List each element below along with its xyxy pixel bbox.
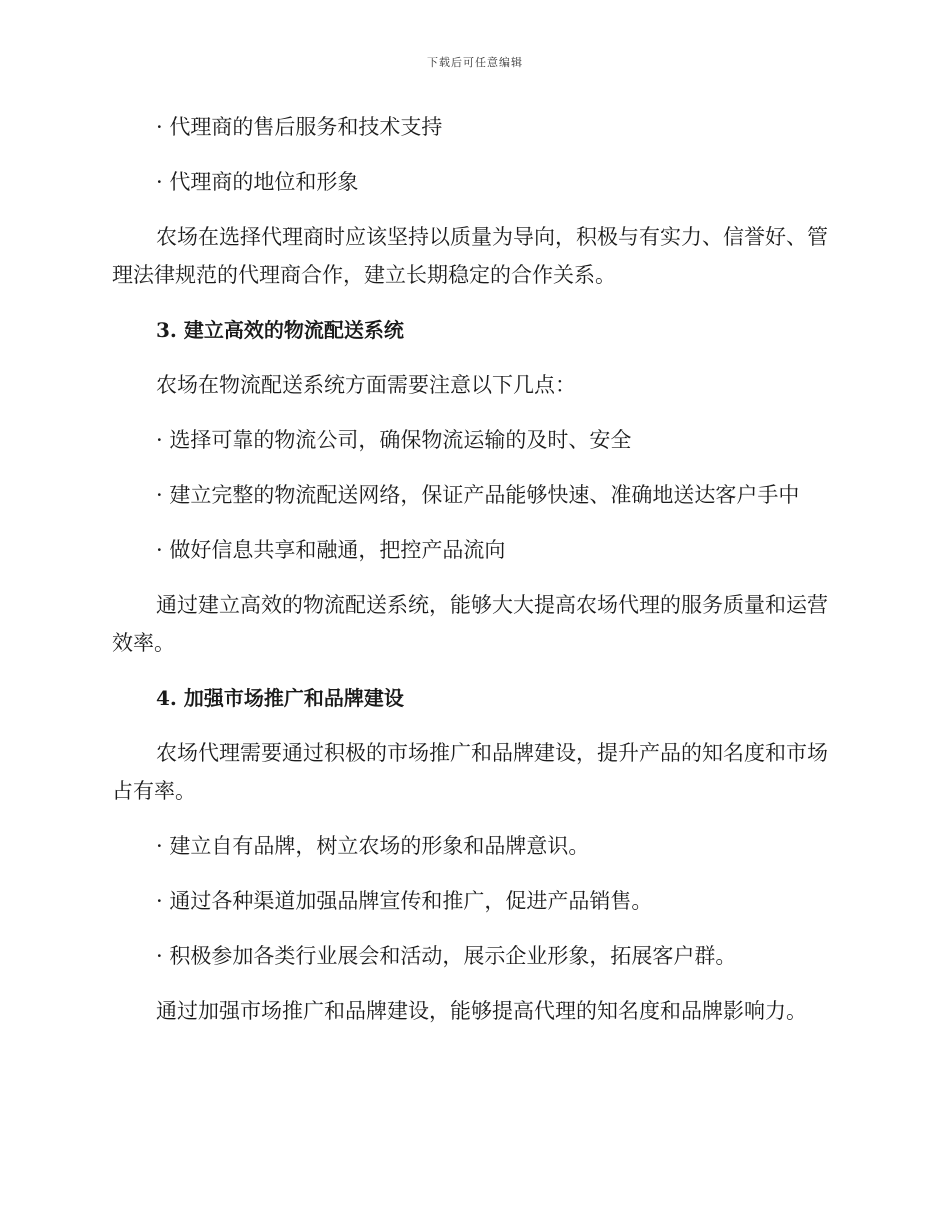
document-body [112, 108, 828, 1047]
bullet-item: · 做好信息共享和融通，把控产品流向 [156, 538, 506, 562]
bullet-item: · 选择可靠的物流公司，确保物流运输的及时、安全 [156, 428, 632, 452]
bullet-item: · 建立自有品牌，树立农场的形象和品牌意识。 [156, 834, 590, 858]
bullet-item: · 通过各种渠道加强品牌宣传和推广，促进产品销售。 [156, 889, 653, 913]
bullet-item: · 积极参加各类行业展会和活动，展示企业形象，拓展客户群。 [156, 944, 737, 968]
paragraph: 通过建立高效的物流配送系统，能够大大提高农场代理的服务质量和运营效率。 [112, 593, 828, 655]
paragraph: 农场在选择代理商时应该坚持以质量为导向，积极与有实力、信誉好、管理法律规范的代理商合作，建立长期稳定的合作关系。 [112, 225, 828, 287]
paragraph: 通过加强市场推广和品牌建设，能够提高代理的知名度和品牌影响力。 [156, 999, 807, 1023]
bullet-item: · 建立完整的物流配送网络，保证产品能够快速、准确地送达客户手中 [156, 483, 800, 507]
bullet-item: · 代理商的售后服务和技术支持 [156, 115, 443, 139]
section-heading: 4. 加强市场推广和品牌建设 [156, 686, 404, 710]
bullet-item: · 代理商的地位和形象 [156, 170, 359, 194]
page-header: 下载后可任意编辑 [427, 56, 523, 69]
paragraph: 农场代理需要通过积极的市场推广和品牌建设，提升产品的知名度和市场占有率。 [112, 741, 828, 803]
section-heading: 3. 建立高效的物流配送系统 [156, 318, 404, 342]
paragraph: 农场在物流配送系统方面需要注意以下几点： [156, 373, 576, 397]
